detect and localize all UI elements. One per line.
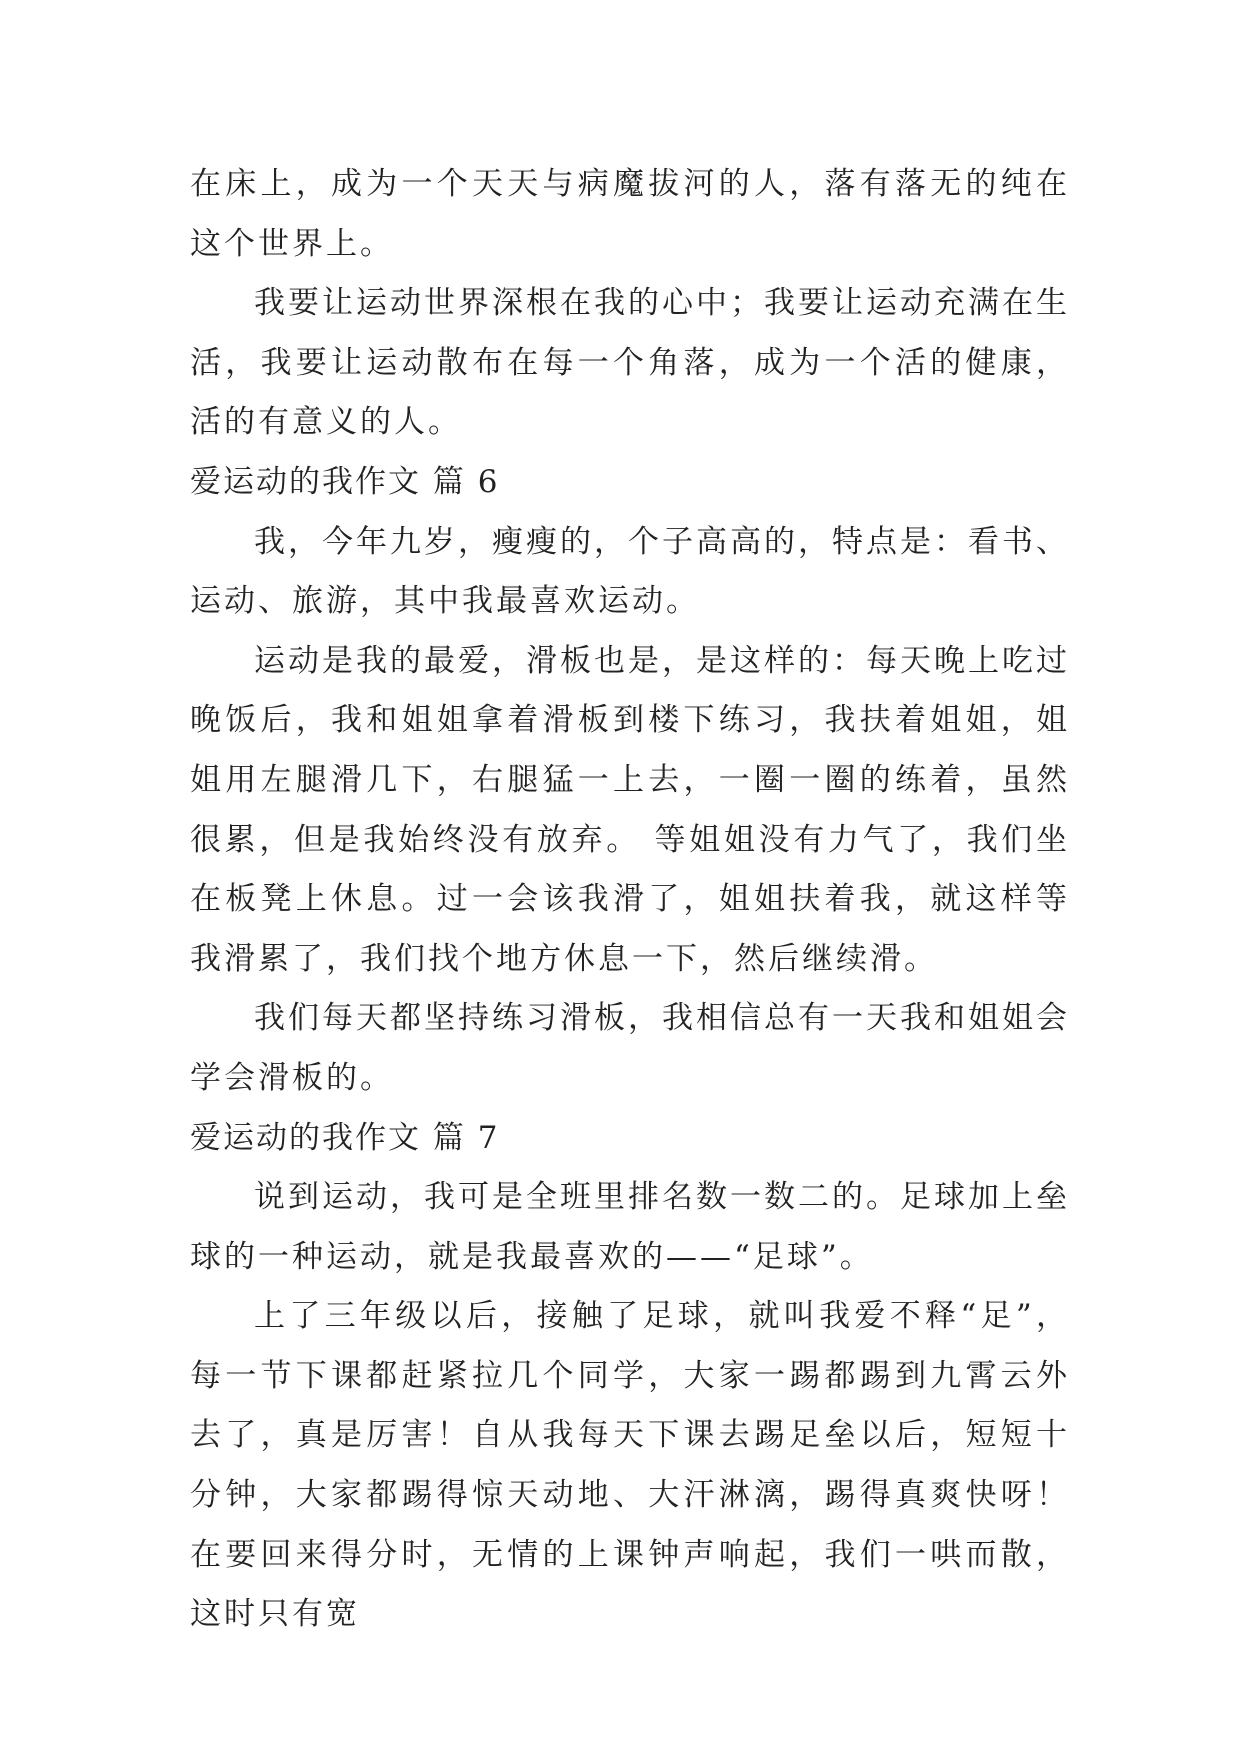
paragraph: 我，今年九岁，瘦瘦的，个子高高的，特点是：看书、运动、旅游，其中我最喜欢运动。 [190, 523, 1070, 620]
paragraph: 我们每天都坚持练习滑板，我相信总有一天我和姐姐会学会滑板的。 [190, 1000, 1070, 1096]
paragraph: 我要让运动世界深根在我的心中；我要让运动充满在生活，我要让运动散布在每一个角落，成为一个活的健康，活的有意义的人。 [190, 285, 1070, 441]
paragraph: 在床上，成为一个天天与病魔拔河的人，落有落无的纯在这个世界上。 [190, 166, 1070, 262]
paragraph: 说到运动，我可是全班里排名数一数二的。足球加上垒球的一种运动，就是我最喜欢的——“足球”。 [190, 1179, 1070, 1275]
document-page [190, 155, 1070, 1645]
paragraph: 运动是我的最爱，滑板也是，是这样的：每天晚上吃过晚饭后，我和姐姐拿着滑板到楼下练习，我扶着姐姐，姐姐用左腿滑几下，右腿猛一上去，一圈一圈的练着，虽然很累，但是我始终没有放弃。 等姐姐没有力气了，我们坐在板凳上休息。过一会该我滑了，姐姐扶着我，就这样等我滑累了，我们找个地方休息一下，然后继续滑。 [190, 642, 1070, 977]
section-heading: 爱运动的我作文 篇 7 [190, 1119, 500, 1156]
paragraph: 上了三年级以后，接触了足球，就叫我爱不释“足”，每一节下课都赶紧拉几个同学，大家一踢都踢到九霄云外去了，真是厉害！自从我每天下课去踢足垒以后，短短十分钟，大家都踢得惊天动地、大汗淋漓，踢得真爽快呀！在要回来得分时，无情的上课钟声响起，我们一哄而散，这时只有宽 [190, 1298, 1070, 1633]
section-heading: 爱运动的我作文 篇 6 [190, 463, 500, 500]
